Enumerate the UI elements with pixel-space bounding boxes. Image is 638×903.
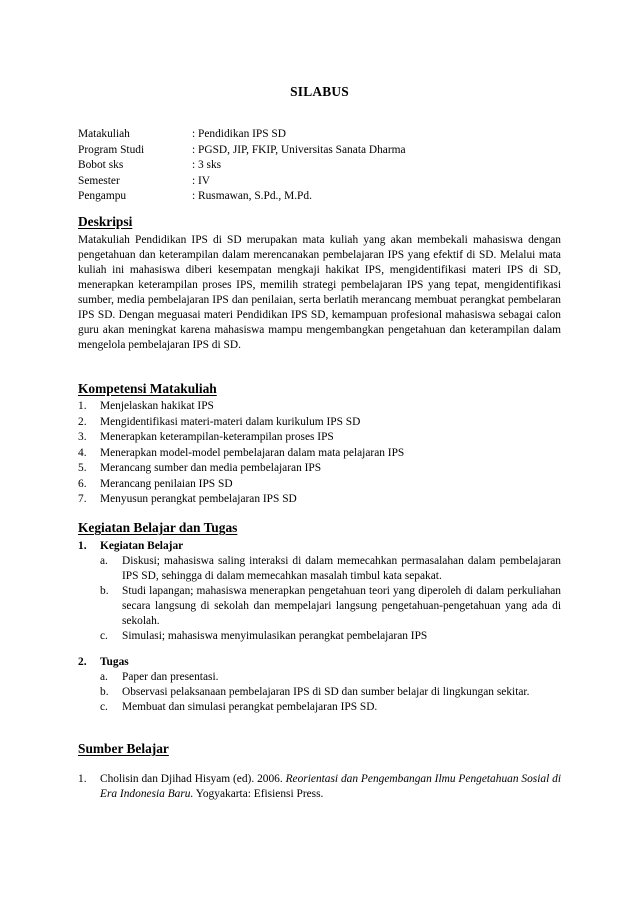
list-item xyxy=(78,492,561,508)
list-item xyxy=(100,629,561,644)
list-item xyxy=(100,685,561,700)
group-title: Tugas xyxy=(100,656,129,668)
course-info-row xyxy=(78,127,561,143)
item-text: Merancang sumber dan media pembelajaran IPS xyxy=(100,462,322,474)
item-number: 2. xyxy=(78,415,87,428)
list-item xyxy=(100,584,561,629)
item-letter: a. xyxy=(100,671,108,683)
item-letter: b. xyxy=(100,585,109,597)
document-title: SILABUS xyxy=(290,84,349,99)
list-item xyxy=(78,415,561,431)
item-text: Diskusi; mahasiswa saling interaksi di dalam memecahkan permasalahan dalam pembelajaran IPS SD, sehingga di dalam memecahkan masalah timbul kata sepakat. xyxy=(122,555,561,582)
item-text: Merancang penilaian IPS SD xyxy=(100,477,233,490)
item-letter: b. xyxy=(100,686,109,698)
reference-authors: Cholisin dan Djihad Hisyam (ed). 2006. xyxy=(100,773,286,785)
list-item xyxy=(100,700,561,715)
item-text: Observasi pelaksanaan pembelajaran IPS di SD dan sumber belajar di lingkungan sekitar. xyxy=(122,686,530,698)
item-number: 1. xyxy=(78,400,87,412)
list-item xyxy=(78,461,561,477)
kompetensi-list xyxy=(78,399,561,508)
item-number: 4. xyxy=(78,446,87,459)
item-number: 6. xyxy=(78,477,87,490)
info-value: : Rusmawan, S.Pd., M.Pd. xyxy=(192,190,312,202)
course-info-row xyxy=(78,143,561,159)
group-number: 2. xyxy=(78,656,87,668)
item-number: 7. xyxy=(78,493,87,505)
item-letter: a. xyxy=(100,555,108,567)
group-heading xyxy=(78,539,561,554)
kegiatan-heading: Kegiatan Belajar dan Tugas xyxy=(78,520,238,535)
item-text: Mengidentifikasi materi-materi dalam kurikulum IPS SD xyxy=(100,415,361,428)
reference-item xyxy=(78,772,561,802)
item-text: Menjelaskan hakikat IPS xyxy=(100,400,214,412)
info-value: : 3 sks xyxy=(192,159,222,171)
item-text: Paper dan presentasi. xyxy=(122,671,219,683)
list-item xyxy=(78,477,561,493)
group-heading xyxy=(78,655,561,670)
deskripsi-heading: Deskripsi xyxy=(78,214,133,229)
group-title: Kegiatan Belajar xyxy=(100,540,184,552)
sumber-heading: Sumber Belajar xyxy=(78,741,169,756)
list-item xyxy=(100,554,561,584)
reference-title: Reorientasi dan Pengembangan Ilmu Pengetahuan Sosial di Era Indonesia Baru. xyxy=(100,773,561,800)
item-text: Menerapkan model-model pembelajaran dalam mata pelajaran IPS xyxy=(100,446,405,459)
course-info xyxy=(78,127,561,205)
reference-publisher: Yogyakarta: Efisiensi Press. xyxy=(193,788,324,800)
course-info-row xyxy=(78,158,561,174)
kegiatan-belajar-group xyxy=(78,539,561,644)
item-text: Membuat dan simulasi perangkat pembelajaran IPS SD. xyxy=(122,701,378,713)
tugas-group xyxy=(78,655,561,715)
item-text: Menerapkan keterampilan-keterampilan proses IPS xyxy=(100,431,334,443)
item-text: Simulasi; mahasiswa menyimulasikan perangkat pembelajaran IPS xyxy=(122,630,428,642)
info-value: : IV xyxy=(192,174,211,187)
deskripsi-paragraph: Matakuliah Pendidikan IPS di SD merupakan mata kuliah yang akan membekali mahasiswa dengan pengetahuan dan keterampilan dalam merencanakan pembelajaran IPS yang efektif di SD. Melalui mata kuliah ini mahasiswa diberi kesempatan mengkaji hakikat IPS, mengidentifikasi materi IPS di SD, menerapkan keterampilan proses IPS, memilih strategi pembelajaran IPS yang tepat, mengidentifikasi sumber, media pembelajaran IPS dan penilaian, serta berlatih merancang membuat perangkat pembelaran IPS SD. Dengan meguasai materi Pendidikan IPS SD, kemampuan profesional mahasiswa sebagai calon guru akan meningkat karena mahasiswa mampu mengembangkan pengetahuan dan keterampilan dalam mengelola pembelajaran IPS di SD. xyxy=(78,234,561,351)
item-number: 3. xyxy=(78,431,87,443)
info-label: Program Studi xyxy=(78,143,145,156)
item-text: Studi lapangan; mahasiswa menerapkan pengetahuan teori yang diperoleh di dalam perkuliahan secara langsung di sekolah dan mempelajari langsung pengetahuan-pengetahuan yang ada di sekolah. xyxy=(122,585,561,627)
info-value: : Pendidikan IPS SD xyxy=(192,128,286,140)
list-item xyxy=(78,399,561,415)
list-item xyxy=(100,670,561,685)
course-info-row xyxy=(78,174,561,190)
info-value: : PGSD, JIP, FKIP, Universitas Sanata Dharma xyxy=(192,143,406,156)
list-item xyxy=(78,430,561,446)
info-label: Pengampu xyxy=(78,190,127,202)
course-info-row xyxy=(78,189,561,205)
list-item xyxy=(78,446,561,462)
item-number: 5. xyxy=(78,462,87,474)
kompetensi-heading: Kompetensi Matakuliah xyxy=(78,381,217,396)
info-label: Matakuliah xyxy=(78,128,130,140)
item-letter: c. xyxy=(100,630,108,642)
info-label: Bobot sks xyxy=(78,159,124,171)
reference-text xyxy=(100,772,561,802)
item-letter: c. xyxy=(100,701,108,713)
group-number: 1. xyxy=(78,540,87,552)
reference-number: 1. xyxy=(78,773,87,785)
info-label: Semester xyxy=(78,174,120,187)
item-text: Menyusun perangkat pembelajaran IPS SD xyxy=(100,493,297,505)
